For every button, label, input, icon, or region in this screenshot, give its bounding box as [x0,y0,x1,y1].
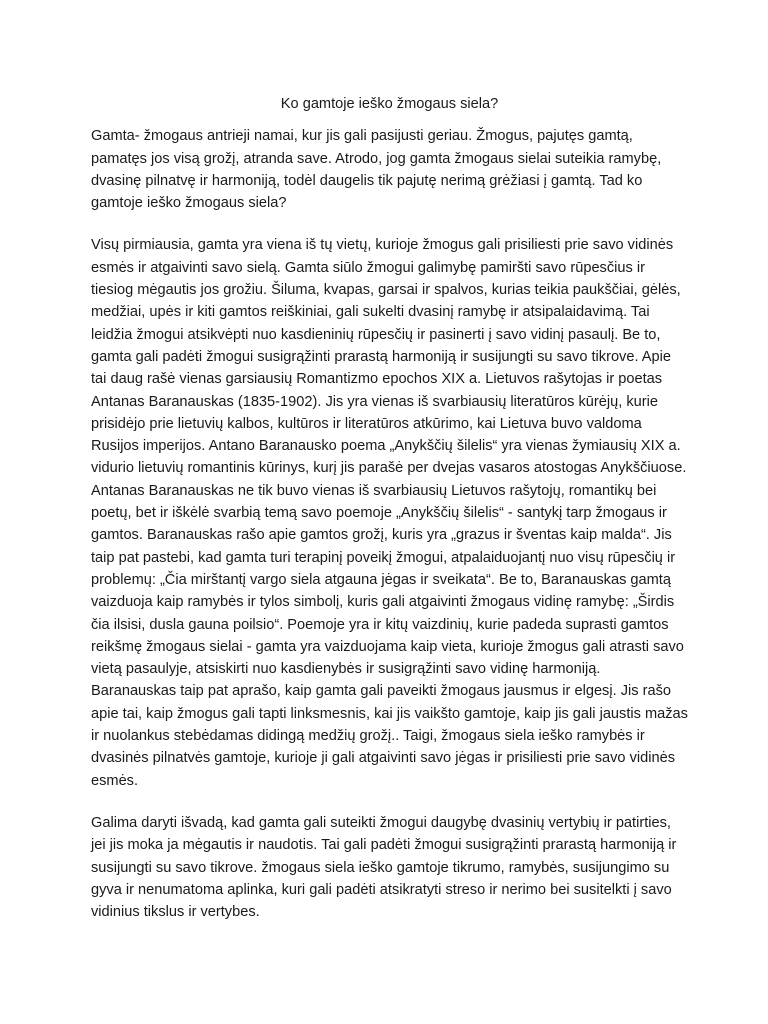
paragraph-intro: Gamta- žmogaus antrieji namai, kur jis gali pasijusti geriau. Žmogus, pajutęs gamtą, pamatęs jos visą grožį, atranda save. Atrodo, jog gamta žmogaus sielai suteikia ramybę, dvasinę pilnatvę ir harmoniją, todėl daugelis tik pajutę nerimą grėžiasi į gamtą. Tad ko gamtoje ieško žmogaus siela? [91,128,662,212]
document-title: Ko gamtoje ieško žmogaus siela? [280,96,499,112]
paragraph-body: Visų pirmiausia, gamta yra viena iš tų vietų, kurioje žmogus gali prisiliesti prie savo vidinės esmės ir atgaivinti savo sielą. Gamta siūlo žmogui galimybę pamiršti savo rūpesčius ir tiesiog mėgautis jos grožiu. Šiluma, kvapas, garsai ir spalvos, kurias teikia paukščiai, gėlės, medžiai, upės ir kiti gamtos reiškiniai, gali sukelti dvasinį ramybę ir atsipalaidavimą. Tai leidžia žmogui atsikvėpti nuo kasdieninių rūpesčių ir pasinerti į savo vidinį pasaulį. Be to, gamta gali padėti žmogui susigrąžinti prarastą harmoniją ir susijungti su savo tikrove. Apie tai daug rašė vienas garsiausių Romantizmo epochos XIX a. Lietuvos rašytojas ir poetas Antanas Baranauskas (1835-1902). Jis yra vienas iš svarbiausių literatūros kūrėjų, kurie prisidėjo prie lietuvių kalbos, kultūros ir literatūros atkūrimo, kai Lietuva buvo valdoma Rusijos imperijos. Antano Baranausko poema „Anykščių šilelis“ yra vienas žymiausių XIX a. vidurio lietuvių romantinis kūrinys, kurį jis parašė per dvejas vasaros atostogas Anykščiuose. Antanas Baranauskas ne tik buvo vienas iš svarbiausių Lietuvos rašytojų, romantikų bei poetų, bet ir iškėlė svarbią temą savo poemoje „Anykščių šilelis“ - santykį tarp žmogaus ir gamtos. Baranauskas rašo apie gamtos grožį, kuris yra „grazus ir šventas kaip malda“. Jis taip pat pastebi, kad gamta turi terapinį poveikį žmogui, atpalaiduojantį nuo visų rūpesčių ir problemų: „Čia mirštantį vargo siela atgauna jėgas ir sveikata“. Be to, Baranauskas gamtą vaizduoja kaip ramybės ir tylos simbolį, kuris gali atgaivinti žmogaus vidinę ramybę: „Širdis čia ilsisi, dusla gauna poilsio“. Poemoje yra ir kitų vaizdinių, kurie padeda suprasti gamtos reikšmę žmogaus sielai - gamta yra vaizduojama kaip vieta, kurioje žmogus gali atrasti savo vietą pasaulyje, atsiskirti nuo kasdienybės ir susigrąžinti savo vidinę harmoniją. Baranauskas taip pat aprašo, kaip gamta gali paveikti žmogaus jausmus ir elgesį. Jis rašo apie tai, kaip žmogus gali tapti linksmesnis, kai jis vaikšto gamtoje, kaip jis gali jaustis mažas ir nuolankus stebėdamas didingą medžių grožį.. Taigi, žmogaus siela ieško ramybės ir dvasinės pilnatvės gamtoje, kurioje ji gali atgaivinti savo jėgas ir prisiliesti prie savo vidinės esmės. [91,237,688,789]
paragraph-conclusion: Galima daryti išvadą, kad gamta gali suteikti žmogui daugybę dvasinių vertybių ir patirties, jei jis moka ja mėgautis ir naudotis. Tai gali padėti žmogui susigrąžinti prarastą harmoniją ir susijungti su savo tikrove. žmogaus siela ieško gamtoje tikrumo, ramybės, susijungimo su gyva ir nenumatoma aplinka, kuri gali padėti atsikratyti streso ir nerimo bei susitelkti į savo vidinius tikslus ir vertybes. [91,814,677,921]
